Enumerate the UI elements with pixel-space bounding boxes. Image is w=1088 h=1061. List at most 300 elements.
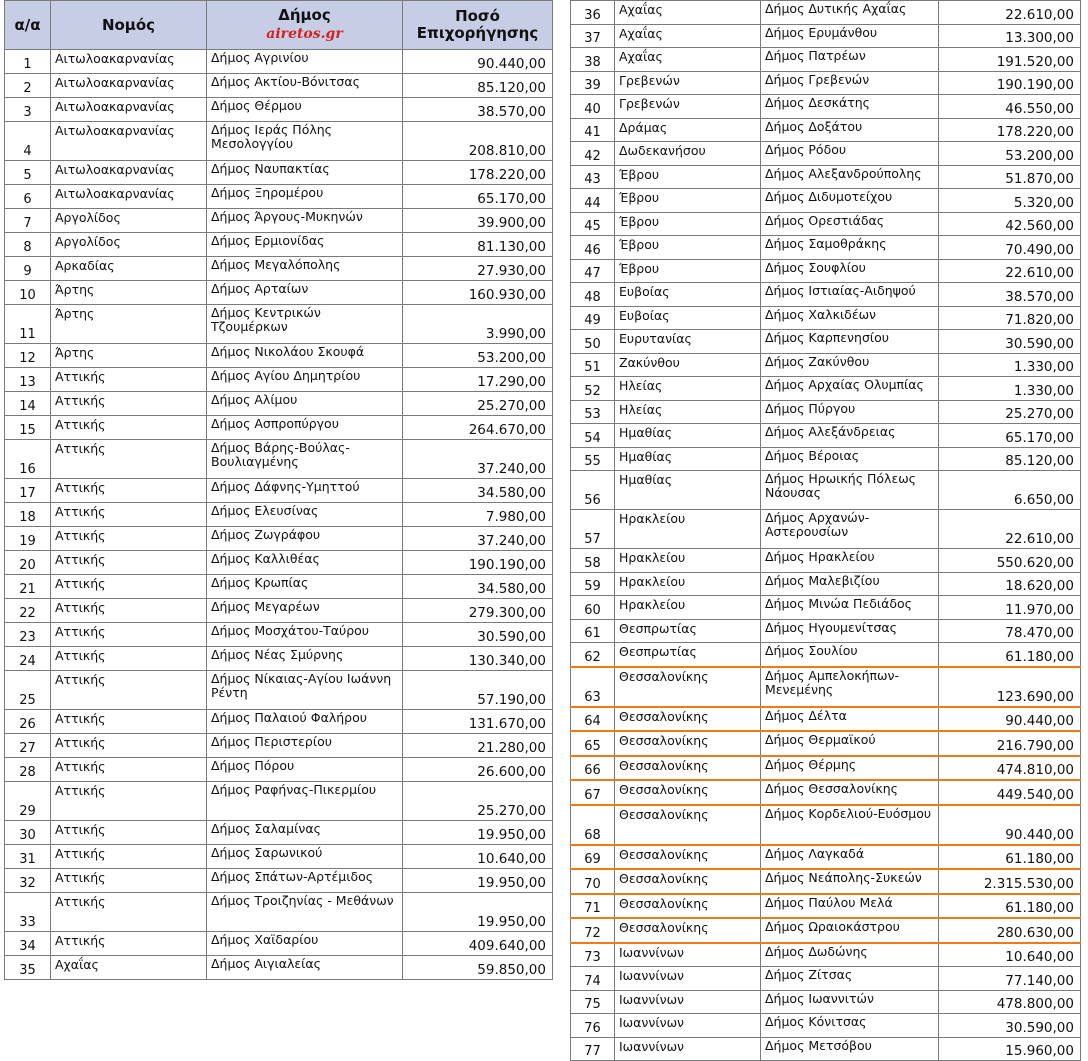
table-row: [571, 471, 1081, 510]
row-number-cell: 9: [5, 257, 51, 281]
row-number-cell: 52: [571, 377, 615, 401]
dimos-cell: Δήμος Λαγκαδά: [761, 845, 939, 870]
row-number-cell: 3: [5, 98, 51, 122]
row-number-cell: 20: [5, 551, 51, 575]
row-number-cell: 67: [571, 780, 615, 805]
dimos-cell: Δήμος Ελευσίνας: [207, 503, 403, 527]
dimos-cell: Δήμος Νεάπολης-Συκεών: [761, 869, 939, 894]
amount-cell: 19.950,00: [403, 869, 553, 893]
amount-cell: 6.650,00: [939, 471, 1081, 510]
dimos-cell: Δήμος Δέλτα: [761, 707, 939, 732]
dimos-cell: Δήμος Παλαιού Φαλήρου: [207, 710, 403, 734]
amount-cell: 34.580,00: [403, 479, 553, 503]
amount-cell: 30.590,00: [939, 1014, 1081, 1038]
amount-cell: 264.670,00: [403, 416, 553, 440]
table-row: [5, 527, 553, 551]
dimos-cell: Δήμος Ορεστιάδας: [761, 212, 939, 236]
table-row: [5, 479, 553, 503]
nomos-cell: Αττικής: [51, 599, 207, 623]
row-number-cell: 74: [571, 967, 615, 991]
table-row: [571, 118, 1081, 142]
amount-cell: 61.180,00: [939, 894, 1081, 919]
dimos-cell: Δήμος Πόρου: [207, 758, 403, 782]
row-number-cell: 34: [5, 932, 51, 956]
nomos-cell: Ιωαννίνων: [615, 967, 761, 991]
nomos-cell: Αιτωλοακαρνανίας: [51, 161, 207, 185]
amount-cell: 90.440,00: [939, 805, 1081, 845]
row-number-cell: 53: [571, 400, 615, 424]
nomos-cell: Γρεβενών: [615, 95, 761, 119]
table-row: [5, 647, 553, 671]
table-row: [571, 71, 1081, 95]
row-number-cell: 45: [571, 212, 615, 236]
row-number-cell: 18: [5, 503, 51, 527]
row-number-cell: 41: [571, 118, 615, 142]
nomos-cell: Αττικής: [51, 416, 207, 440]
amount-cell: 1.330,00: [939, 377, 1081, 401]
dimos-cell: Δήμος Κόνιτσας: [761, 1014, 939, 1038]
table-row: [571, 236, 1081, 260]
nomos-cell: Θεσσαλονίκης: [615, 869, 761, 894]
table-row: [5, 161, 553, 185]
dimos-cell: Δήμος Μεγαρέων: [207, 599, 403, 623]
nomos-cell: Αττικής: [51, 479, 207, 503]
row-number-cell: 39: [571, 71, 615, 95]
nomos-cell: Ηρακλείου: [615, 572, 761, 596]
nomos-cell: Ημαθίας: [615, 447, 761, 471]
row-number-cell: 73: [571, 943, 615, 967]
nomos-cell: Αχαΐας: [51, 956, 207, 980]
row-number-cell: 57: [571, 510, 615, 549]
table-row: [5, 50, 553, 74]
nomos-cell: Αιτωλοακαρνανίας: [51, 74, 207, 98]
dimos-cell: Δήμος Δυτικής Αχαΐας: [761, 1, 939, 25]
amount-cell: 131.670,00: [403, 710, 553, 734]
amount-cell: 71.820,00: [939, 306, 1081, 330]
dimos-cell: Δήμος Αγίου Δημητρίου: [207, 368, 403, 392]
amount-cell: 57.190,00: [403, 671, 553, 710]
table-row: [5, 122, 553, 161]
dimos-cell: Δήμος Κεντρικών Τζουμέρκων: [207, 305, 403, 344]
dimos-cell: Δήμος Ρόδου: [761, 142, 939, 166]
row-number-cell: 75: [571, 990, 615, 1014]
table-header-row: [5, 1, 553, 50]
nomos-cell: Ιωαννίνων: [615, 943, 761, 967]
header-aa: α/α: [5, 1, 51, 50]
dimos-cell: Δήμος Θέρμου: [207, 98, 403, 122]
nomos-cell: Ηλείας: [615, 400, 761, 424]
nomos-cell: Ιωαννίνων: [615, 1014, 761, 1038]
dimos-cell: Δήμος Ζωγράφου: [207, 527, 403, 551]
nomos-cell: Αττικής: [51, 623, 207, 647]
nomos-cell: Αττικής: [51, 575, 207, 599]
row-number-cell: 14: [5, 392, 51, 416]
table-row: [5, 368, 553, 392]
table-row: [5, 782, 553, 821]
nomos-cell: Θεσπρωτίας: [615, 619, 761, 643]
row-number-cell: 23: [5, 623, 51, 647]
dimos-cell: Δήμος Δάφνης-Υμηττού: [207, 479, 403, 503]
amount-cell: 17.290,00: [403, 368, 553, 392]
amount-cell: 85.120,00: [939, 447, 1081, 471]
table-row: [571, 667, 1081, 707]
row-number-cell: 24: [5, 647, 51, 671]
amount-cell: 90.440,00: [403, 50, 553, 74]
nomos-cell: Αττικής: [51, 647, 207, 671]
table-row: [571, 447, 1081, 471]
row-number-cell: 63: [571, 667, 615, 707]
nomos-cell: Ηλείας: [615, 377, 761, 401]
row-number-cell: 49: [571, 306, 615, 330]
amount-cell: 22.610,00: [939, 259, 1081, 283]
dimos-cell: Δήμος Ασπροπύργου: [207, 416, 403, 440]
header-nomos: Νομός: [51, 1, 207, 50]
nomos-cell: Έβρου: [615, 212, 761, 236]
nomos-cell: Αττικής: [51, 869, 207, 893]
dimos-cell: Δήμος Γρεβενών: [761, 71, 939, 95]
nomos-cell: Άρτης: [51, 305, 207, 344]
table-row: [571, 24, 1081, 48]
nomos-cell: Αττικής: [51, 821, 207, 845]
table-row: [5, 257, 553, 281]
dimos-cell: Δήμος Ιεράς Πόλης Μεσολογγίου: [207, 122, 403, 161]
amount-cell: 3.990,00: [403, 305, 553, 344]
amount-cell: 123.690,00: [939, 667, 1081, 707]
table-row: [5, 821, 553, 845]
dimos-cell: Δήμος Μαλεβιζίου: [761, 572, 939, 596]
table-row: [571, 1, 1081, 25]
nomos-cell: Αττικής: [51, 503, 207, 527]
table-row: [571, 845, 1081, 870]
row-number-cell: 60: [571, 596, 615, 620]
table-body-left: [5, 50, 553, 980]
nomos-cell: Έβρου: [615, 259, 761, 283]
amount-cell: 178.220,00: [939, 118, 1081, 142]
amount-cell: 1.330,00: [939, 353, 1081, 377]
table-row: [5, 416, 553, 440]
dimos-cell: Δήμος Ερυμάνθου: [761, 24, 939, 48]
table-row: [571, 756, 1081, 781]
dimos-cell: Δήμος Αμπελοκήπων-Μενεμένης: [761, 667, 939, 707]
amount-cell: 34.580,00: [403, 575, 553, 599]
nomos-cell: Έβρου: [615, 189, 761, 213]
dimos-cell: Δήμος Ζίτσας: [761, 967, 939, 991]
dimos-cell: Δήμος Καλλιθέας: [207, 551, 403, 575]
row-number-cell: 17: [5, 479, 51, 503]
row-number-cell: 26: [5, 710, 51, 734]
amount-cell: 81.130,00: [403, 233, 553, 257]
table-row: [571, 259, 1081, 283]
amount-cell: 59.850,00: [403, 956, 553, 980]
table-row: [571, 805, 1081, 845]
nomos-cell: Αττικής: [51, 440, 207, 479]
table-row: [571, 990, 1081, 1014]
row-number-cell: 5: [5, 161, 51, 185]
amount-cell: 21.280,00: [403, 734, 553, 758]
amount-cell: 5.320,00: [939, 189, 1081, 213]
dimos-cell: Δήμος Ηρωικής Πόλεως Νάουσας: [761, 471, 939, 510]
amount-cell: 22.610,00: [939, 510, 1081, 549]
table-row: [5, 623, 553, 647]
amount-cell: 65.170,00: [939, 424, 1081, 448]
amount-cell: 449.540,00: [939, 780, 1081, 805]
row-number-cell: 7: [5, 209, 51, 233]
table-row: [5, 956, 553, 980]
row-number-cell: 54: [571, 424, 615, 448]
row-number-cell: 19: [5, 527, 51, 551]
nomos-cell: Θεσσαλονίκης: [615, 845, 761, 870]
amount-cell: 38.570,00: [939, 283, 1081, 307]
amount-cell: 208.810,00: [403, 122, 553, 161]
header-dimos: [207, 1, 403, 50]
nomos-cell: Θεσσαλονίκης: [615, 805, 761, 845]
amount-cell: 409.640,00: [403, 932, 553, 956]
table-row: [571, 731, 1081, 756]
dimos-cell: Δήμος Κρωπίας: [207, 575, 403, 599]
dimos-cell: Δήμος Αλίμου: [207, 392, 403, 416]
nomos-cell: Ημαθίας: [615, 424, 761, 448]
amount-cell: 550.620,00: [939, 549, 1081, 573]
row-number-cell: 25: [5, 671, 51, 710]
table-row: [5, 734, 553, 758]
dimos-cell: Δήμος Ναυπακτίας: [207, 161, 403, 185]
row-number-cell: 11: [5, 305, 51, 344]
row-number-cell: 31: [5, 845, 51, 869]
table-row: [5, 440, 553, 479]
table-row: [571, 596, 1081, 620]
row-number-cell: 61: [571, 619, 615, 643]
nomos-cell: Άρτης: [51, 344, 207, 368]
page-separator: [556, 0, 566, 975]
table-body-right: [571, 1, 1081, 1061]
amount-cell: 25.270,00: [403, 782, 553, 821]
amount-cell: 10.640,00: [939, 943, 1081, 967]
table-row: [571, 967, 1081, 991]
nomos-cell: Αττικής: [51, 368, 207, 392]
row-number-cell: 12: [5, 344, 51, 368]
row-number-cell: 58: [571, 549, 615, 573]
table-row: [571, 189, 1081, 213]
table-row: [5, 551, 553, 575]
nomos-cell: Αιτωλοακαρνανίας: [51, 122, 207, 161]
row-number-cell: 48: [571, 283, 615, 307]
table-row: [5, 599, 553, 623]
amount-cell: 26.600,00: [403, 758, 553, 782]
table-row: [571, 549, 1081, 573]
dimos-cell: Δήμος Σπάτων-Αρτέμιδος: [207, 869, 403, 893]
nomos-cell: Θεσσαλονίκης: [615, 707, 761, 732]
table-row: [571, 424, 1081, 448]
table-row: [571, 48, 1081, 72]
nomos-cell: Ιωαννίνων: [615, 990, 761, 1014]
dimos-cell: Δήμος Θέρμης: [761, 756, 939, 781]
table-row: [5, 575, 553, 599]
dimos-cell: Δήμος Αρχανών-Αστερουσίων: [761, 510, 939, 549]
row-number-cell: 13: [5, 368, 51, 392]
row-number-cell: 1: [5, 50, 51, 74]
dimos-cell: Δήμος Νέας Σμύρνης: [207, 647, 403, 671]
amount-cell: 2.315.530,00: [939, 869, 1081, 894]
amount-cell: 38.570,00: [403, 98, 553, 122]
amount-cell: 22.610,00: [939, 1, 1081, 25]
row-number-cell: 66: [571, 756, 615, 781]
table-row: [571, 377, 1081, 401]
table-row: [571, 894, 1081, 919]
nomos-cell: Αργολίδος: [51, 209, 207, 233]
table-row: [571, 165, 1081, 189]
table-row: [571, 572, 1081, 596]
dimos-cell: Δήμος Βέροιας: [761, 447, 939, 471]
amount-cell: 191.520,00: [939, 48, 1081, 72]
row-number-cell: 30: [5, 821, 51, 845]
row-number-cell: 35: [5, 956, 51, 980]
dimos-cell: Δήμος Αιγιαλείας: [207, 956, 403, 980]
amount-cell: 65.170,00: [403, 185, 553, 209]
row-number-cell: 37: [571, 24, 615, 48]
dimos-cell: Δήμος Αγρινίου: [207, 50, 403, 74]
dimos-cell: Δήμος Κορδελιού-Ευόσμου: [761, 805, 939, 845]
nomos-cell: Θεσσαλονίκης: [615, 780, 761, 805]
row-number-cell: 70: [571, 869, 615, 894]
nomos-cell: Ευρυτανίας: [615, 330, 761, 354]
table-row: [5, 845, 553, 869]
nomos-cell: Αττικής: [51, 734, 207, 758]
amount-cell: 27.930,00: [403, 257, 553, 281]
right-table-panel: [570, 0, 1080, 1061]
nomos-cell: Θεσπρωτίας: [615, 643, 761, 667]
table-row: [5, 710, 553, 734]
row-number-cell: 42: [571, 142, 615, 166]
table-row: [571, 400, 1081, 424]
dimos-cell: Δήμος Ζακύνθου: [761, 353, 939, 377]
nomos-cell: Αττικής: [51, 551, 207, 575]
amount-cell: 77.140,00: [939, 967, 1081, 991]
dimos-cell: Δήμος Δωδώνης: [761, 943, 939, 967]
table-row: [5, 758, 553, 782]
nomos-cell: Άρτης: [51, 281, 207, 305]
nomos-cell: Ηρακλείου: [615, 549, 761, 573]
amount-cell: 70.490,00: [939, 236, 1081, 260]
table-row: [571, 142, 1081, 166]
brand-watermark: airetos.gr: [266, 26, 343, 42]
table-row: [5, 233, 553, 257]
dimos-cell: Δήμος Αρταίων: [207, 281, 403, 305]
amount-cell: 37.240,00: [403, 527, 553, 551]
amount-cell: 15.960,00: [939, 1037, 1081, 1061]
dimos-cell: Δήμος Πύργου: [761, 400, 939, 424]
row-number-cell: 21: [5, 575, 51, 599]
nomos-cell: Θεσσαλονίκης: [615, 731, 761, 756]
nomos-cell: Αττικής: [51, 782, 207, 821]
nomos-cell: Αχαΐας: [615, 48, 761, 72]
row-number-cell: 51: [571, 353, 615, 377]
amount-cell: 30.590,00: [403, 623, 553, 647]
amount-cell: 61.180,00: [939, 845, 1081, 870]
amount-cell: 13.300,00: [939, 24, 1081, 48]
row-number-cell: 56: [571, 471, 615, 510]
table-row: [571, 780, 1081, 805]
table-row: [5, 869, 553, 893]
table-row: [571, 643, 1081, 667]
dimos-cell: Δήμος Σαμοθράκης: [761, 236, 939, 260]
nomos-cell: Ηρακλείου: [615, 596, 761, 620]
dimos-cell: Δήμος Σαρωνικού: [207, 845, 403, 869]
dimos-cell: Δήμος Ηγουμενίτσας: [761, 619, 939, 643]
row-number-cell: 29: [5, 782, 51, 821]
amount-cell: 478.800,00: [939, 990, 1081, 1014]
dimos-cell: Δήμος Άργους-Μυκηνών: [207, 209, 403, 233]
row-number-cell: 27: [5, 734, 51, 758]
row-number-cell: 36: [571, 1, 615, 25]
dimos-cell: Δήμος Ιωαννιτών: [761, 990, 939, 1014]
dimos-cell: Δήμος Αλεξανδρούπολης: [761, 165, 939, 189]
row-number-cell: 72: [571, 918, 615, 943]
grants-table-right: [570, 0, 1081, 1061]
amount-cell: 85.120,00: [403, 74, 553, 98]
nomos-cell: Έβρου: [615, 165, 761, 189]
amount-cell: 42.560,00: [939, 212, 1081, 236]
amount-cell: 280.630,00: [939, 918, 1081, 943]
nomos-cell: Αττικής: [51, 392, 207, 416]
nomos-cell: Ζακύνθου: [615, 353, 761, 377]
nomos-cell: Αχαΐας: [615, 24, 761, 48]
table-row: [571, 95, 1081, 119]
amount-cell: 130.340,00: [403, 647, 553, 671]
nomos-cell: Θεσσαλονίκης: [615, 756, 761, 781]
table-row: [5, 74, 553, 98]
table-row: [571, 283, 1081, 307]
table-row: [571, 1014, 1081, 1038]
row-number-cell: 59: [571, 572, 615, 596]
dimos-cell: Δήμος Νικολάου Σκουφά: [207, 344, 403, 368]
amount-cell: 78.470,00: [939, 619, 1081, 643]
dimos-cell: Δήμος Παύλου Μελά: [761, 894, 939, 919]
row-number-cell: 16: [5, 440, 51, 479]
table-row: [571, 353, 1081, 377]
nomos-cell: Θεσσαλονίκης: [615, 918, 761, 943]
dimos-cell: Δήμος Αρχαίας Ολυμπίας: [761, 377, 939, 401]
amount-cell: 190.190,00: [403, 551, 553, 575]
table-row: [571, 306, 1081, 330]
amount-cell: 19.950,00: [403, 821, 553, 845]
row-number-cell: 4: [5, 122, 51, 161]
row-number-cell: 77: [571, 1037, 615, 1061]
dimos-cell: Δήμος Ξηρομέρου: [207, 185, 403, 209]
row-number-cell: 44: [571, 189, 615, 213]
table-row: [571, 1037, 1081, 1061]
row-number-cell: 55: [571, 447, 615, 471]
nomos-cell: Ημαθίας: [615, 471, 761, 510]
table-row: [5, 281, 553, 305]
table-row: [5, 305, 553, 344]
row-number-cell: 33: [5, 893, 51, 932]
nomos-cell: Αττικής: [51, 671, 207, 710]
table-row: [5, 893, 553, 932]
dimos-cell: Δήμος Ιστιαίας-Αιδηψού: [761, 283, 939, 307]
table-row: [571, 330, 1081, 354]
dimos-cell: Δήμος Θεσσαλονίκης: [761, 780, 939, 805]
row-number-cell: 32: [5, 869, 51, 893]
table-row: [5, 209, 553, 233]
nomos-cell: Αττικής: [51, 527, 207, 551]
table-row: [5, 932, 553, 956]
amount-cell: 160.930,00: [403, 281, 553, 305]
row-number-cell: 76: [571, 1014, 615, 1038]
dimos-cell: Δήμος Αλεξάνδρειας: [761, 424, 939, 448]
dimos-cell: Δήμος Σουλίου: [761, 643, 939, 667]
table-row: [571, 943, 1081, 967]
dimos-cell: Δήμος Δεσκάτης: [761, 95, 939, 119]
